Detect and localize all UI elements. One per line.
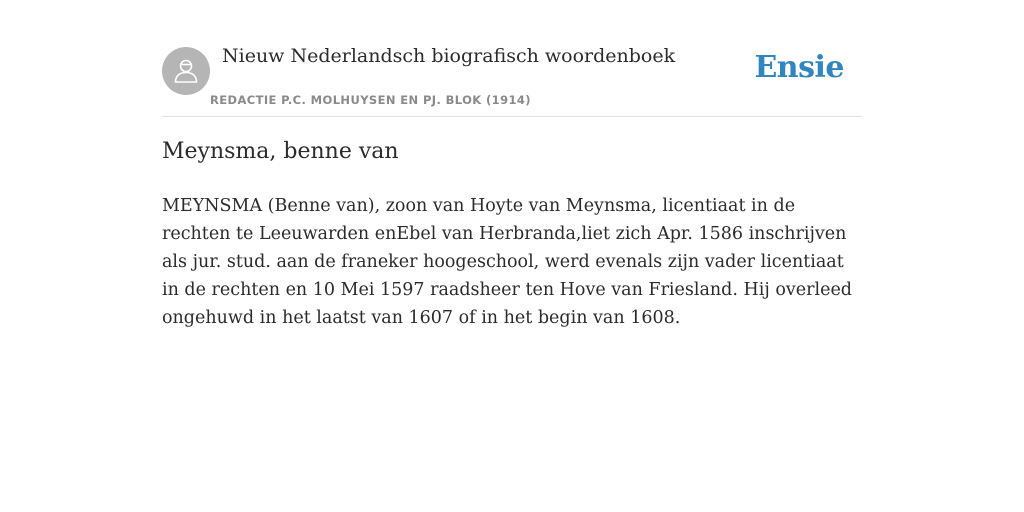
entry-title: Meynsma, benne van (162, 139, 399, 164)
source-header (162, 0, 862, 117)
content-container (162, 0, 862, 328)
entry-body: MEYNSMA (Benne van), zoon van Hoyte van Meynsma, licentiaat in de rechten te Leeuwarden enEbel van Herbranda,liet zich Apr. 1586 inschrijven als jur. stud. aan de franeker hoogeschool, werd evenals zijn vader licentiaat in de rechten en 10 Mei 1597 raadsheer ten Hove van Friesland. Hij overleed ongehuwd in het laatst van 1607 of in het begin van 1608. (162, 196, 853, 328)
source-editors: REDACTIE P.C. MOLHUYSEN EN PJ. BLOK (1914) (210, 93, 531, 107)
ensie-logo-link[interactable]: Ensie (754, 50, 844, 85)
user-silhouette-icon (162, 47, 210, 95)
source-title[interactable]: Nieuw Nederlandsch biografisch woordenboek (222, 45, 676, 67)
